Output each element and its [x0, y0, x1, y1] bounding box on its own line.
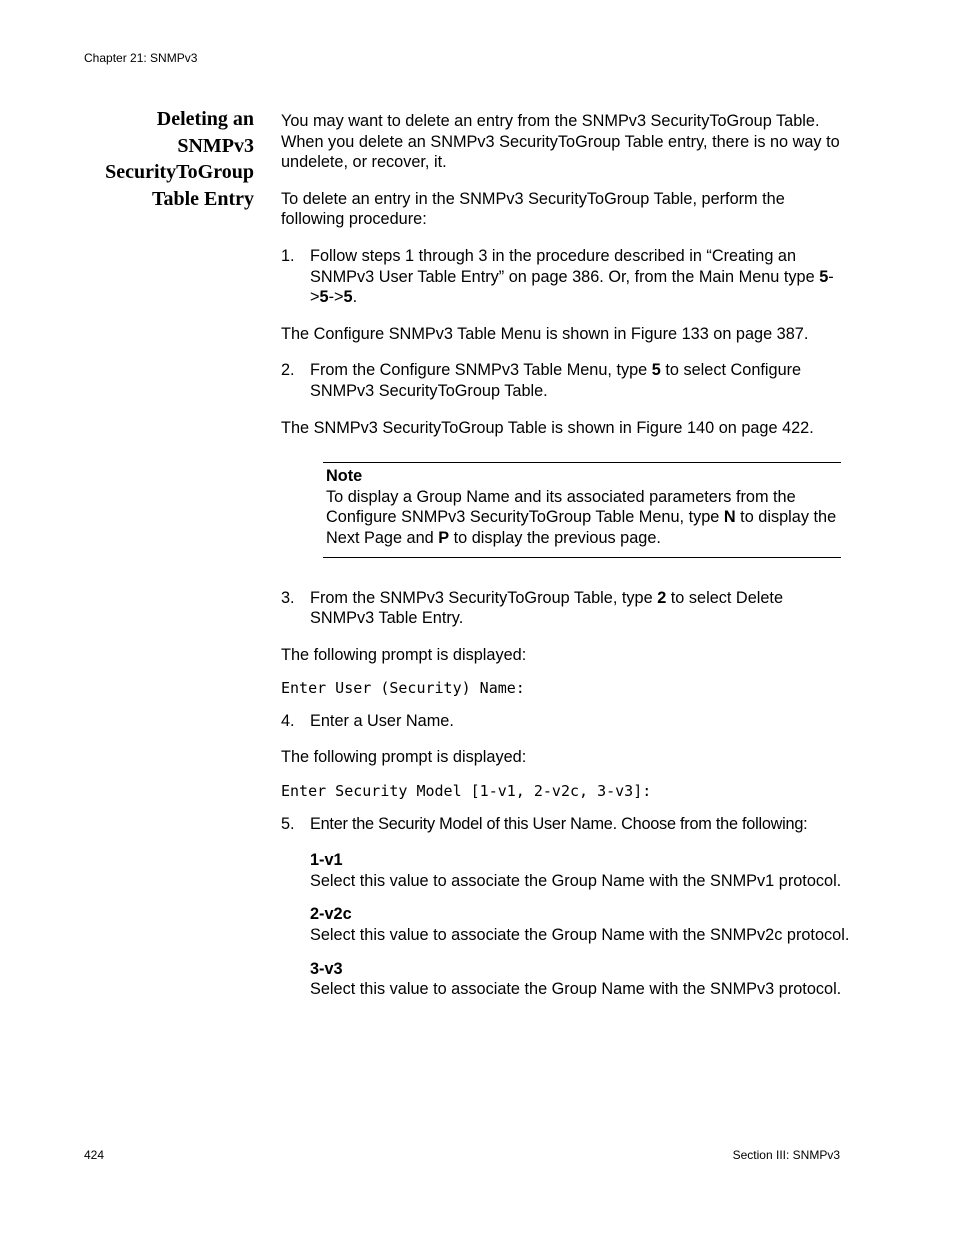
procedure-step-2	[281, 360, 851, 417]
option-description: Select this value to associate the Group Name with the SNMPv3 protocol.	[310, 980, 842, 999]
step-number: 5.	[281, 814, 295, 833]
note-text-part: To display a Group Name and its associated parameters from the Configure SNMPv3 SecurityToGroup Table Menu, type	[326, 487, 796, 527]
key-5: 5	[343, 288, 353, 307]
note-text-part: to display the Next Page and	[326, 508, 837, 547]
step-number: 1.	[281, 246, 295, 265]
key-5: 5	[319, 288, 329, 307]
step-number: 2.	[281, 361, 295, 380]
step-text-part: to select Delete SNMPv3 Table Entry.	[310, 588, 783, 628]
section-heading	[80, 106, 254, 213]
note-box	[323, 462, 841, 557]
note-title: Note	[326, 467, 363, 486]
step-text-part: Follow steps 1 through 3 in the procedure described in “Creating an SNMPv3 User Table Entry” on page 386. Or, from the Main Menu type	[310, 246, 820, 286]
section-heading-line: SecurityToGroup	[105, 161, 254, 184]
procedure-step-5	[281, 814, 851, 851]
note-text-part: to display the previous page.	[449, 528, 661, 547]
step-1-followup: The Configure SNMPv3 Table Menu is shown in Figure 133 on page 387.	[281, 324, 809, 343]
step-text	[310, 588, 851, 629]
option-term: 3-v3	[310, 959, 343, 978]
option-item	[310, 959, 851, 1000]
procedure-step-4	[281, 711, 851, 748]
step-text-part: From the SNMPv3 SecurityToGroup Table, type	[310, 588, 658, 607]
step-4-followup: The following prompt is displayed:	[281, 748, 527, 767]
option-item	[310, 850, 851, 891]
key-n: N	[723, 508, 736, 527]
step-2-followup: The SNMPv3 SecurityToGroup Table is shown in Figure 140 on page 422.	[281, 418, 814, 437]
procedure-step-1	[281, 246, 851, 324]
step-text	[310, 246, 851, 308]
section-footer: Section III: SNMPv3	[732, 1148, 840, 1162]
step-text-part: to select Configure SNMPv3 SecurityToGroup Table.	[310, 361, 802, 400]
prompt-code: Enter User (Security) Name:	[281, 679, 525, 698]
arrow-text: ->	[328, 288, 344, 307]
key-5: 5	[651, 361, 661, 380]
step-3-followup: The following prompt is displayed:	[281, 645, 527, 664]
key-p: P	[438, 528, 450, 547]
step-text	[310, 360, 851, 401]
option-term: 2-v2c	[310, 905, 352, 924]
body-text	[281, 111, 851, 1000]
intro-paragraph: You may want to delete an entry from the SNMPv3 SecurityToGroup Table. When you delete an SNMPv3 SecurityToGroup Table entry, there is no way to undelete, or recover, it.	[281, 112, 840, 172]
section-heading-line: Table Entry	[151, 188, 254, 211]
option-term: 1-v1	[310, 851, 343, 870]
page-number: 424	[84, 1148, 105, 1162]
arrow-text: ->	[310, 267, 834, 307]
step-number: 3.	[281, 588, 295, 607]
step-text: Enter the Security Model of this User Name. Choose from the following:	[310, 814, 808, 833]
option-description: Select this value to associate the Group Name with the SNMPv1 protocol.	[310, 871, 842, 890]
option-item	[310, 904, 851, 945]
option-description: Select this value to associate the Group Name with the SNMPv2c protocol.	[310, 926, 850, 945]
step-number: 4.	[281, 711, 295, 730]
key-5: 5	[819, 267, 829, 286]
step-text-part: .	[352, 288, 358, 307]
intro-paragraph: To delete an entry in the SNMPv3 SecurityToGroup Table, perform the following procedure:	[281, 189, 785, 229]
running-header: Chapter 21: SNMPv3	[84, 51, 198, 65]
note-text	[326, 487, 841, 549]
key-2: 2	[657, 588, 667, 607]
procedure-step-3	[281, 588, 851, 645]
section-heading-line: SNMPv3	[177, 134, 254, 157]
step-text: Enter a User Name.	[310, 711, 454, 730]
section-heading-line: Deleting an	[156, 108, 254, 130]
step-text-part: From the Configure SNMPv3 Table Menu, type	[310, 361, 652, 380]
prompt-code: Enter Security Model [1-v1, 2-v2c, 3-v3]:	[281, 782, 652, 801]
